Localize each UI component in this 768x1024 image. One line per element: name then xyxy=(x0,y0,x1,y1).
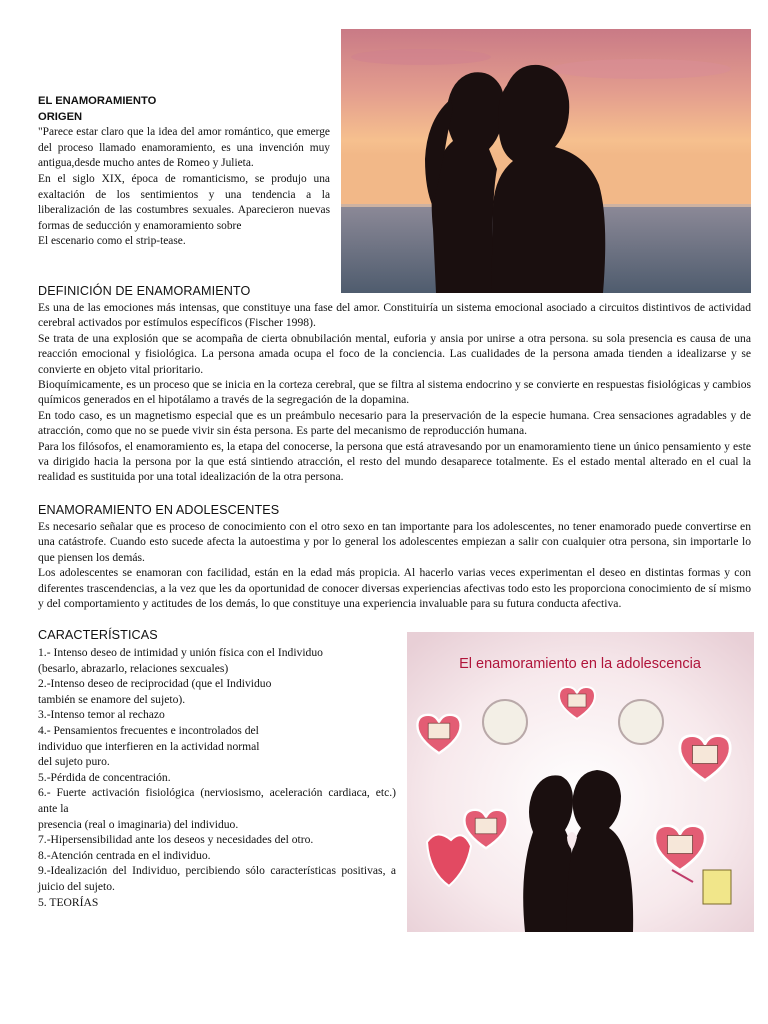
adolescence-collage-image xyxy=(407,632,754,932)
definicion-body xyxy=(38,300,751,485)
list-item: 1.- Intenso deseo de intimidad y unión física con el Individuo xyxy=(38,646,323,659)
list-item: 7.-Hipersensibilidad ante los deseos y necesidades del otro. xyxy=(38,833,314,847)
couple-sunset-photo xyxy=(341,29,751,293)
list-item: (besarlo, abrazarlo, relaciones sexcuales) xyxy=(38,661,229,675)
adolescentes-body xyxy=(38,519,751,611)
list-item: 5.-Pérdida de concentración. xyxy=(38,770,171,784)
origen-heading: ORIGEN xyxy=(38,110,83,123)
origen-paragraph-2: En el siglo XIX, época de romanticismo, se produjo una exaltación de los sentimientos y una tendencia a la liberalización de las costumbres sexuales. Aparecieron nuevas formas de seducción y enamoramiento sobre xyxy=(38,172,330,232)
collage-title: El enamoramiento en la adolescencia xyxy=(459,656,701,672)
document-title: EL ENAMORAMIENTO xyxy=(38,95,157,107)
adolescentes-heading: ENAMORAMIENTO EN ADOLESCENTES xyxy=(38,503,280,517)
list-item: 8.-Atención centrada en el individuo. xyxy=(38,848,211,862)
definicion-paragraph: En todo caso, es un magnetismo especial que es un preámbulo necesario para la preservación de la especie humana. Crea sensaciones agradables y de atracción, como que no se puede vivir sin ésta persona. Es parte del mecanismo de reproducción humana. xyxy=(38,408,751,438)
list-item: del sujeto puro. xyxy=(38,755,110,769)
caracteristicas-heading: CARACTERÍSTICAS xyxy=(38,628,158,642)
origen-paragraph-3: El escenario como el strip-tease. xyxy=(38,235,186,248)
list-item: individuo que interfieren en la actividad normal xyxy=(38,739,260,753)
definicion-heading: DEFINICIÓN DE ENAMORAMIENTO xyxy=(38,284,251,298)
definicion-paragraph: Para los filósofos, el enamoramiento es, la etapa del conocerse, la persona que está atravesando por un enamoramiento tiene un único pensamiento y este va dirigido hacia la persona por la que está sintiendo atracción, el resto del mundo desaparece totalmente. Es el estado mental alterado en el cual la realidad es sustituida por una total idealización de la otra persona. xyxy=(38,439,751,484)
list-item: presencia (real o imaginaria) del individuo. xyxy=(38,817,239,831)
list-item: 4.- Pensamientos frecuentes e incontrolados del xyxy=(38,723,259,737)
list-item: 2.-Intenso deseo de reciprocidad (que el Individuo xyxy=(38,677,272,691)
intro-section xyxy=(38,94,330,250)
origen-paragraph-1: "Parece estar claro que la idea del amor romántico, que emerge del proceso llamado enamoramiento, es una invención muy antigua,desde mucho antes de Romeo y Julieta. xyxy=(38,126,330,170)
list-item: 5. TEORÍAS xyxy=(38,895,99,909)
caracteristicas-list xyxy=(38,645,396,910)
definicion-paragraph: Se trata de una explosión que se acompaña de cierta obnubilación mental, euforia y ansia por unirse a otra persona. su sola presencia es causa de una reacción emocional y fisiológica. La persona amada ocupa el foco de la conciencia. Las cualidades de la persona amada tienden a idealizarse y se convierte en objeto vital prioritario. xyxy=(38,331,751,376)
list-item: también se enamore del sujeto). xyxy=(38,692,186,706)
list-item: 6.- Fuerte activación fisiológica (nerviosismo, aceleración cardiaca, etc.) ante la xyxy=(38,786,396,815)
list-item: 9.-Idealización del Individuo, percibiendo sólo características positivas, a juicio del sujeto. xyxy=(38,864,396,893)
adolescentes-paragraph: Los adolescentes se enamoran con facilidad, están en la edad más propicia. Al hacerlo varias veces experimentan el deseo en distintas formas y con diferentes trascendencias, a la vez que les da oportunidad de conocer diversas experiencias afectivas todo esto les proporciona conocimiento de sí mismo y del comportamiento y actitudes de los demás, lo que constituye una experiencia invaluable para su futura conducta afectiva. xyxy=(38,566,751,611)
definicion-paragraph: Es una de las emociones más intensas, que constituye una fase del amor. Constituiría un sistema emocional asociado a circuitos distintivos de actividad cerebral activados por estímulos específicos (Fischer 1998). xyxy=(38,301,751,330)
definicion-paragraph: Bioquímicamente, es un proceso que se inicia en la corteza cerebral, que se filtra al sistema endocrino y se convierte en respuestas fisiológicas y cambios químicos generados en el hipotálamo a través de la segregación de la dopamina. xyxy=(38,378,751,407)
adolescentes-paragraph: Es necesario señalar que es proceso de conocimiento con el otro sexo en tan importante para los adolescentes, no tener enamorado puede convertirse en una catástrofe. Cuando esto sucede afecta la autoestima y por lo general los adolescentes empiezan a salir con cualquier otra persona, sin importarle lo que piensen los demás. xyxy=(38,520,751,564)
list-item: 3.-Intenso temor al rechazo xyxy=(38,708,165,722)
